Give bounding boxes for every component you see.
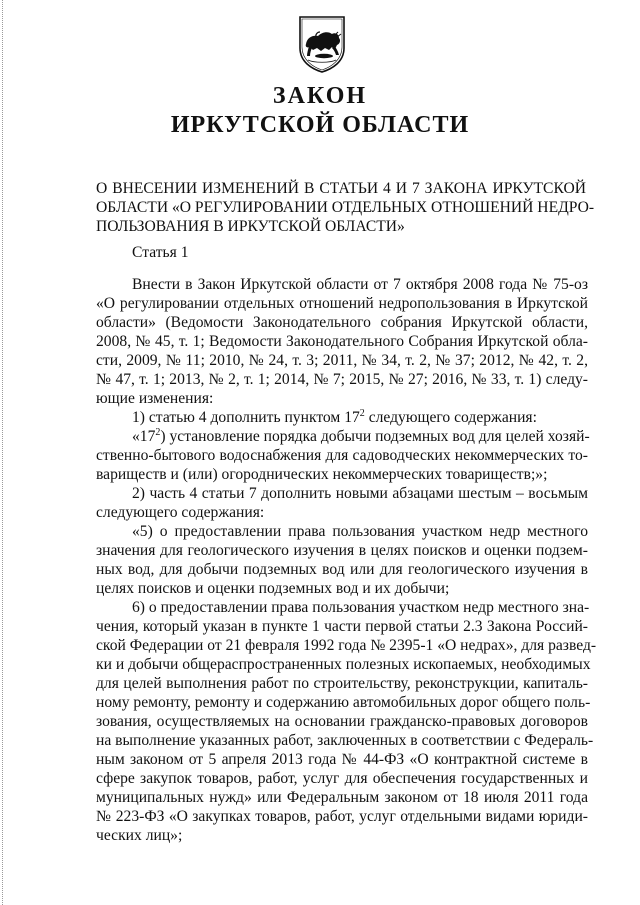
paragraph-6-line: чения, который указан в пункте 1 части первой статьи 2.3 Закона Россий-: [96, 618, 588, 636]
intro-line: № 47, т. 1; 2013, № 2, т. 1; 2014, № 7; 2015, № 27; 2016, № 33, т. 1) следу-: [96, 371, 588, 389]
paragraph-6-line: зования, осуществляемых на основании гражданско-правовых договоров: [96, 713, 588, 731]
item-1-superscript: 2: [359, 408, 365, 420]
paragraph-5-line: целях поисков и оценки подземных вод и их добычи;: [96, 580, 450, 598]
quote-17-line: [96, 427, 588, 446]
quote-17-open: «17: [132, 428, 156, 446]
paragraph-6-line: ской Федерации от 21 февраля 1992 года № 2395-1 «О недрах», для развед-: [96, 637, 597, 655]
intro-line: области» (Ведомости Законодательного собрания Иркутской области,: [96, 314, 588, 332]
article-heading: Статья 1: [132, 244, 189, 261]
paragraph-5-line: ных вод, для добычи подземных вод или для геологического изучения в: [96, 561, 588, 579]
paragraph-6-line: ным законом от 5 апреля 2013 года № 44-ФЗ «О контрактной системе в: [96, 751, 588, 769]
item-1-line: [96, 408, 588, 427]
intro-line: «О регулировании отдельных отношений недропользования в Иркутской: [96, 295, 588, 313]
paragraph-6-line: ки и добычи общераспространенных полезных ископаемых, необходимых: [96, 656, 591, 674]
paragraph-5-line: значения для геологического изучения в целях поисков и оценки подзем-: [96, 542, 588, 560]
item-1-prefix: 1) статью 4 дополнить пунктом 17: [132, 409, 360, 427]
quote-17-superscript: 2: [155, 427, 161, 439]
paragraph-6-line: для целей выполнения работ по строительству, реконструкции, капиталь-: [96, 675, 588, 693]
quote-17-line: вариществ и (или) огороднических некоммерческих товариществ;»;: [96, 466, 548, 484]
law-region: ИРКУТСКОЙ ОБЛАСТИ: [170, 112, 470, 138]
law-title-line: ПОЛЬЗОВАНИЯ В ИРКУТСКОЙ ОБЛАСТИ»: [96, 218, 405, 236]
law-title: [96, 179, 595, 236]
quote-17-rest: ) установление порядка добычи подземных вод для целей хозяй-: [160, 428, 590, 446]
intro-line: ющие изменения:: [96, 390, 214, 408]
paragraph-6-line: ческих лиц»;: [96, 827, 183, 845]
intro-line: 2008, № 45, т. 1; Ведомости Законодательного Собрания Иркутской обла-: [96, 333, 588, 351]
paragraph-6-line: сфере закупок товаров, работ, услуг для обеспечения государственных и: [96, 770, 588, 788]
paragraph-5-line: «5) о предоставлении права пользования участком недр местного: [132, 523, 588, 541]
intro-line: сти, 2009, № 11; 2010, № 24, т. 3; 2011, № 34, т. 2, № 37; 2012, № 42, т. 2,: [96, 352, 588, 370]
item-2-line: следующего содержания:: [96, 504, 265, 522]
law-label: ЗАКОН: [272, 83, 368, 109]
paragraph-6-line: № 223-ФЗ «О закупках товаров, работ, услуг отдельными видами юриди-: [96, 808, 588, 826]
paragraph-6-line: муниципальных нужд» или Федеральным законом от 18 июля 2011 года: [96, 789, 588, 807]
paragraph-6-line: 6) о предоставлении права пользования участком недр местного зна-: [132, 599, 590, 617]
item-1-suffix: следующего содержания:: [364, 409, 537, 427]
intro-line: Внести в Закон Иркутской области от 7 октября 2008 года № 75-оз: [132, 276, 588, 293]
coat-of-arms-babr-icon: [294, 14, 350, 74]
quote-17-line: ственно-бытового водоснабжения для садоводческих некоммерческих то-: [96, 447, 588, 465]
paragraph-6-line: на выполнение указанных работ, заключенных в соответствии с Федераль-: [96, 732, 594, 750]
law-title-line: О ВНЕСЕНИИ ИЗМЕНЕНИЙ В СТАТЬИ 4 И 7 ЗАКОНА ИРКУТСКОЙ: [96, 180, 586, 197]
law-title-line: ОБЛАСТИ «О РЕГУЛИРОВАНИИ ОТДЕЛЬНЫХ ОТНОШЕНИЙ НЕДРО-: [96, 199, 595, 217]
article-body: [96, 275, 597, 845]
paragraph-6-line: ному ремонту, ремонту и содержанию автомобильных дорог общего поль-: [96, 694, 591, 712]
item-2-line: 2) часть 4 статьи 7 дополнить новыми абзацами шестым – восьмым: [132, 485, 588, 503]
